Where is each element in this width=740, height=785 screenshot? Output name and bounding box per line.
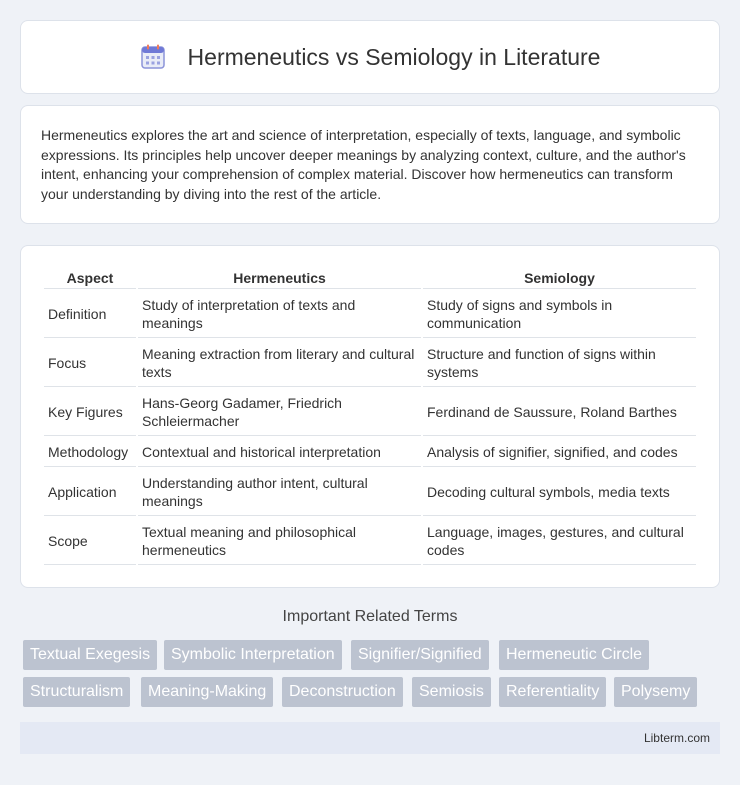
table-row <box>44 469 696 516</box>
related-terms-title: Important Related Terms <box>282 608 458 625</box>
table-cell-semiology: Structure and function of signs within systems <box>423 340 696 387</box>
table-cell-hermeneutics: Hans-Georg Gadamer, Friedrich Schleiermacher <box>138 389 421 436</box>
related-term-tag[interactable]: Signifier/Signified <box>351 640 489 670</box>
table-cell-semiology: Language, images, gestures, and cultural codes <box>423 518 696 565</box>
table-cell-hermeneutics: Textual meaning and philosophical hermeneutics <box>138 518 421 565</box>
table-row <box>44 291 696 338</box>
table-cell-aspect: Scope <box>44 518 136 565</box>
related-term-tag[interactable]: Symbolic Interpretation <box>164 640 342 670</box>
column-header-semiology: Semiology <box>423 268 696 289</box>
footer <box>20 722 720 754</box>
related-term-tag[interactable]: Semiosis <box>412 677 491 707</box>
intro-text: Hermeneutics explores the art and science of interpretation, especially of texts, language, and symbolic expressions. Its principles help uncover deeper meanings by analyzing context, culture, and the author's intent, enhancing your comprehension of complex material. Discover how hermeneutics can transform your understanding by diving into the rest of the article. <box>41 127 686 202</box>
footer-site-link[interactable]: Libterm.com <box>643 731 710 745</box>
related-term-tag[interactable]: Polysemy <box>614 677 697 707</box>
related-term-tag[interactable]: Meaning-Making <box>141 677 273 707</box>
related-term-tag[interactable]: Hermeneutic Circle <box>499 640 649 670</box>
page-title: Hermeneutics vs Semiology in Literature <box>187 43 601 70</box>
table-cell-aspect: Application <box>44 469 136 516</box>
table-row <box>44 389 696 436</box>
table-row <box>44 438 696 467</box>
calendar-icon <box>140 44 166 70</box>
table-cell-aspect: Key Figures <box>44 389 136 436</box>
related-term-tag[interactable]: Structuralism <box>23 677 130 707</box>
comparison-card <box>20 245 720 588</box>
table-cell-aspect: Definition <box>44 291 136 338</box>
table-cell-aspect: Focus <box>44 340 136 387</box>
table-cell-semiology: Analysis of signifier, signified, and codes <box>423 438 696 467</box>
table-cell-hermeneutics: Meaning extraction from literary and cultural texts <box>138 340 421 387</box>
table-cell-hermeneutics: Contextual and historical interpretation <box>138 438 421 467</box>
related-term-tag[interactable]: Deconstruction <box>282 677 403 707</box>
comparison-table <box>42 266 698 567</box>
table-cell-hermeneutics: Study of interpretation of texts and meanings <box>138 291 421 338</box>
column-header-aspect: Aspect <box>44 268 136 289</box>
header-card <box>20 20 720 94</box>
intro-card <box>20 105 720 224</box>
table-cell-hermeneutics: Understanding author intent, cultural meanings <box>138 469 421 516</box>
related-term-tag[interactable]: Referentiality <box>499 677 606 707</box>
table-cell-semiology: Study of signs and symbols in communication <box>423 291 696 338</box>
table-cell-aspect: Methodology <box>44 438 136 467</box>
table-cell-semiology: Decoding cultural symbols, media texts <box>423 469 696 516</box>
table-header-row <box>44 268 696 289</box>
table-row <box>44 340 696 387</box>
table-cell-semiology: Ferdinand de Saussure, Roland Barthes <box>423 389 696 436</box>
table-row <box>44 518 696 565</box>
column-header-hermeneutics: Hermeneutics <box>138 268 421 289</box>
related-term-tag[interactable]: Textual Exegesis <box>23 640 157 670</box>
